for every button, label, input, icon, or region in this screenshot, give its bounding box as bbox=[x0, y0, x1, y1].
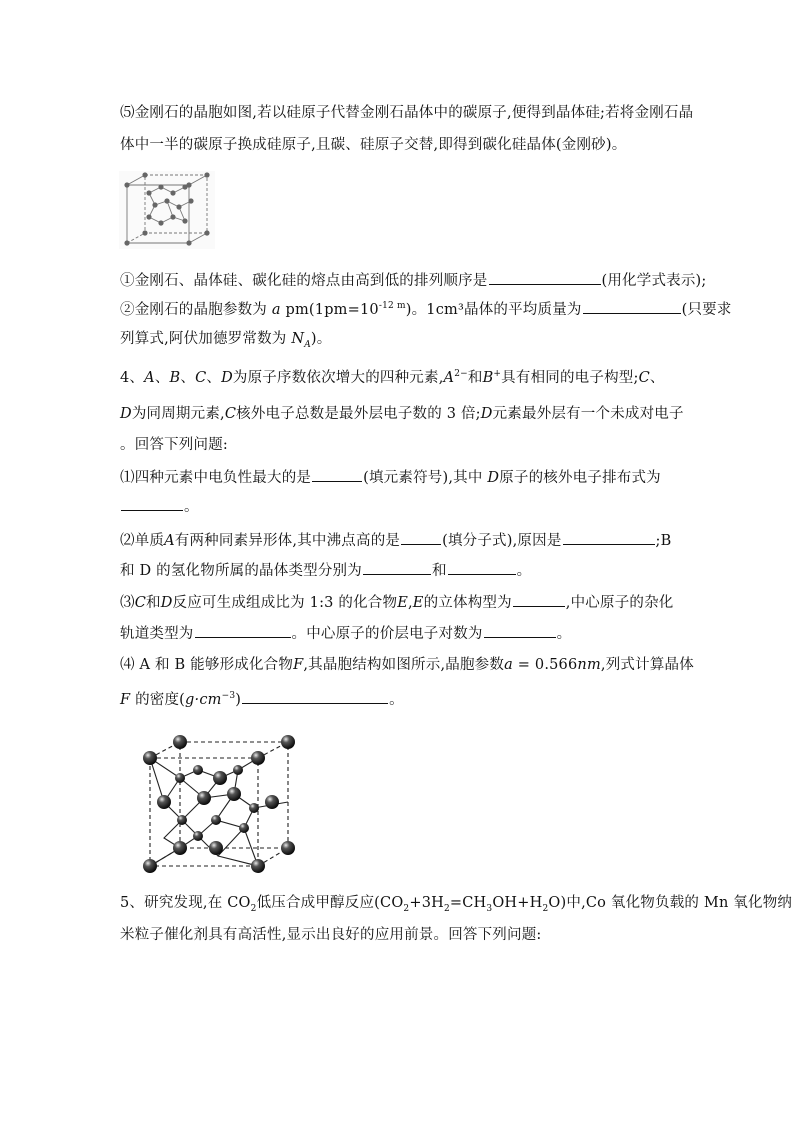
answer-blank[interactable] bbox=[242, 689, 388, 704]
answer-blank[interactable] bbox=[583, 299, 681, 314]
q4-part-3: ⑶C和D反应可生成组成比为 1:3 的化合物E,E的立体构型为 ,中心原子的杂化 bbox=[120, 592, 680, 613]
q3-5-sub-1: ①金刚石、晶体硅、碳化硅的熔点由高到低的排列顺序是 (用化学式表示); bbox=[120, 270, 680, 291]
q3-5-sub-2-cont: 列算式,阿伏加德罗常数为 $N_A$)。 bbox=[120, 331, 332, 350]
q4-part-4-cont: F 的密度$(g\cdot cm^{-3})$ 。 bbox=[120, 689, 680, 710]
answer-blank[interactable] bbox=[489, 270, 601, 285]
q3-5-line-2: 体中一半的碳原子换成硅原子,且碳、硅原子交替,即得到碳化硅晶体(金刚砂)。 bbox=[120, 137, 627, 153]
q3-5-line-1: ⑸金刚石的晶胞如图,若以硅原子代替金刚石晶体中的碳原子,便得到晶体硅;若将金刚石晶 bbox=[120, 105, 694, 121]
q5-line-2: 米粒子催化剂具有高活性,显示出良好的应用前景。回答下列问题: bbox=[120, 927, 542, 943]
q4-line-2: D为同周期元素,C核外电子总数是最外层电子数的 3 倍;D元素最外层有一个未成对电子 bbox=[120, 406, 684, 422]
q3-5-sub-2: ②金刚石的晶胞参数为 a $pm(1pm=10^{-12 m})$。1cm³晶体的平均质量为 (只要求 bbox=[120, 299, 680, 320]
answer-blank[interactable] bbox=[401, 530, 441, 545]
answer-blank[interactable] bbox=[448, 560, 516, 575]
answer-blank[interactable] bbox=[121, 496, 183, 511]
q4-part-2: ⑵单质A有两种同素异形体,其中沸点高的是 (填分子式),原因是 ;B bbox=[120, 530, 680, 551]
answer-blank[interactable] bbox=[195, 623, 291, 638]
q5-line-1: 5、研究发现,在 $CO_2$低压合成甲醇反应$(CO_2+3H_2=CH_3OH+H_2O)$中,Co 氧化物负载的 Mn 氧化物纳 bbox=[120, 895, 793, 914]
q4-part-4: ⑷ A 和 B 能够形成化合物F,其晶胞结构如图所示,晶胞参数a = 0.566nm,列式计算晶体 bbox=[120, 657, 694, 673]
answer-blank[interactable] bbox=[563, 530, 655, 545]
crystal-cell-figure-f bbox=[134, 728, 306, 876]
answer-blank[interactable] bbox=[363, 560, 431, 575]
q4-part-3-cont: 轨道类型为 。中心原子的价层电子对数为 。 bbox=[120, 623, 680, 644]
answer-blank[interactable] bbox=[513, 592, 565, 607]
q4-part-2-cont: 和 D 的氢化物所属的晶体类型分别为 和 。 bbox=[120, 560, 680, 581]
q4-part-1: ⑴四种元素中电负性最大的是 (填元素符号),其中 D原子的核外电子排布式为 bbox=[120, 467, 680, 488]
diamond-unit-cell-figure bbox=[119, 171, 215, 249]
q4-line-3: 。回答下列问题: bbox=[120, 437, 228, 453]
q4-part-1-cont: 。 bbox=[120, 496, 680, 517]
answer-blank[interactable] bbox=[312, 467, 362, 482]
q4-line-1: 4、A、B、C、D为原子序数依次增大的四种元素$,A^{2-}$和B+具有相同的电子构型;C、 bbox=[120, 369, 665, 386]
answer-blank[interactable] bbox=[484, 623, 556, 638]
